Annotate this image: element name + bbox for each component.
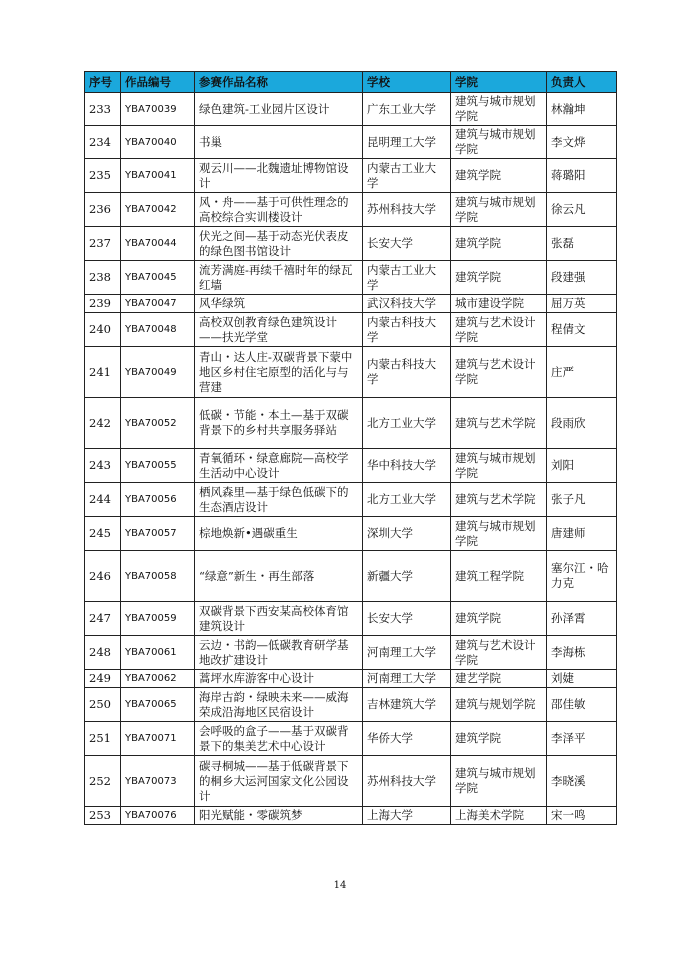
work-code-cell: YBA70044 [121,227,195,261]
row-number-cell: 248 [85,636,121,670]
work-code-cell: YBA70059 [121,602,195,636]
work-title-cell: 低碳・节能・本土—基于双碳背景下的乡村共享服务驿站 [195,398,363,449]
table-row [85,93,617,126]
leader-cell: 段雨欣 [547,398,617,449]
row-number-cell: 233 [85,93,121,126]
college-cell: 上海美术学院 [451,807,547,825]
work-title-cell: 双碳背景下西安某高校体育馆建筑设计 [195,602,363,636]
leader-cell: 孙泽霄 [547,602,617,636]
school-cell: 广东工业大学 [363,93,451,126]
table-row [85,722,617,756]
work-title-cell: 流芳满庭-再续千禧时年的绿瓦红墙 [195,261,363,295]
college-cell: 建筑与城市规划学院 [451,756,547,807]
results-table [84,71,617,825]
school-cell: 河南理工大学 [363,670,451,688]
school-cell: 内蒙古科技大学 [363,347,451,398]
header-cell-no: 序号 [85,72,121,93]
college-cell: 建筑与艺术设计学院 [451,313,547,347]
table-row [85,126,617,159]
row-number-cell: 235 [85,159,121,193]
table-row [85,517,617,551]
table-row [85,602,617,636]
table-row [85,756,617,807]
table-row [85,688,617,722]
work-code-cell: YBA70061 [121,636,195,670]
header-cell-leader: 负责人 [547,72,617,93]
college-cell: 建筑工程学院 [451,551,547,602]
header-cell-title: 参赛作品名称 [195,72,363,93]
table-row [85,313,617,347]
work-code-cell: YBA70056 [121,483,195,517]
school-cell: 长安大学 [363,602,451,636]
school-cell: 内蒙古科技大学 [363,313,451,347]
table-row [85,159,617,193]
leader-cell: 李海栋 [547,636,617,670]
row-number-cell: 246 [85,551,121,602]
table-row [85,551,617,602]
work-code-cell: YBA70065 [121,688,195,722]
school-cell: 昆明理工大学 [363,126,451,159]
school-cell: 苏州科技大学 [363,756,451,807]
work-title-cell: 棕地焕新•遇碳重生 [195,517,363,551]
leader-cell: 唐建师 [547,517,617,551]
table-row [85,227,617,261]
row-number-cell: 236 [85,193,121,227]
work-title-cell: 海岸古韵・绿映未来——威海荣成沿海地区民宿设计 [195,688,363,722]
row-number-cell: 243 [85,449,121,483]
row-number-cell: 242 [85,398,121,449]
work-title-cell: 云边・书韵—低碳教育研学基地改扩建设计 [195,636,363,670]
work-title-cell: 书巢 [195,126,363,159]
leader-cell: 庄严 [547,347,617,398]
college-cell: 建艺学院 [451,670,547,688]
school-cell: 北方工业大学 [363,398,451,449]
work-title-cell: 会呼吸的盒子——基于双碳背景下的集美艺术中心设计 [195,722,363,756]
leader-cell: 段建强 [547,261,617,295]
school-cell: 北方工业大学 [363,483,451,517]
work-code-cell: YBA70047 [121,295,195,313]
row-number-cell: 253 [85,807,121,825]
college-cell: 建筑与艺术学院 [451,398,547,449]
work-code-cell: YBA70052 [121,398,195,449]
college-cell: 建筑学院 [451,159,547,193]
school-cell: 内蒙古工业大学 [363,159,451,193]
row-number-cell: 237 [85,227,121,261]
college-cell: 建筑与艺术设计学院 [451,347,547,398]
row-number-cell: 245 [85,517,121,551]
work-code-cell: YBA70062 [121,670,195,688]
school-cell: 华中科技大学 [363,449,451,483]
work-title-cell: 伏光之间—基于动态光伏表皮的绿色图书馆设计 [195,227,363,261]
table-row [85,261,617,295]
row-number-cell: 250 [85,688,121,722]
leader-cell: 宋一鸣 [547,807,617,825]
row-number-cell: 234 [85,126,121,159]
school-cell: 上海大学 [363,807,451,825]
work-title-cell: 栖风森里—基于绿色低碳下的生态酒店设计 [195,483,363,517]
school-cell: 内蒙古工业大学 [363,261,451,295]
leader-cell: 刘婕 [547,670,617,688]
leader-cell: 邵佳敏 [547,688,617,722]
college-cell: 建筑与城市规划学院 [451,517,547,551]
row-number-cell: 238 [85,261,121,295]
table-row [85,807,617,825]
table-row [85,636,617,670]
work-title-cell: 碳寻桐城——基于低碳背景下的桐乡大运河国家文化公园设计 [195,756,363,807]
school-cell: 新疆大学 [363,551,451,602]
table-row [85,398,617,449]
leader-cell: 蒋璐阳 [547,159,617,193]
work-code-cell: YBA70076 [121,807,195,825]
work-title-cell: 观云川——北魏遗址博物馆设计 [195,159,363,193]
leader-cell: 李文烨 [547,126,617,159]
college-cell: 建筑与城市规划学院 [451,449,547,483]
college-cell: 建筑学院 [451,722,547,756]
leader-cell: 程倩文 [547,313,617,347]
college-cell: 建筑学院 [451,602,547,636]
college-cell: 建筑学院 [451,227,547,261]
table-row [85,347,617,398]
work-title-cell: 阳光赋能・零碳筑梦 [195,807,363,825]
work-title-cell: 蒿坪水库游客中心设计 [195,670,363,688]
leader-cell: 刘阳 [547,449,617,483]
row-number-cell: 240 [85,313,121,347]
work-title-cell: “绿意”新生・再生部落 [195,551,363,602]
college-cell: 建筑与艺术学院 [451,483,547,517]
header-cell-code: 作品编号 [121,72,195,93]
work-code-cell: YBA70049 [121,347,195,398]
school-cell: 河南理工大学 [363,636,451,670]
table-row [85,483,617,517]
college-cell: 建筑与城市规划学院 [451,93,547,126]
work-code-cell: YBA70048 [121,313,195,347]
work-code-cell: YBA70040 [121,126,195,159]
leader-cell: 张磊 [547,227,617,261]
work-code-cell: YBA70058 [121,551,195,602]
work-code-cell: YBA70055 [121,449,195,483]
leader-cell: 张子凡 [547,483,617,517]
school-cell: 长安大学 [363,227,451,261]
leader-cell: 屈万英 [547,295,617,313]
leader-cell: 林瀚坤 [547,93,617,126]
page-number: 14 [333,880,347,891]
school-cell: 深圳大学 [363,517,451,551]
work-title-cell: 绿色建筑-工业园片区设计 [195,93,363,126]
work-code-cell: YBA70073 [121,756,195,807]
school-cell: 吉林建筑大学 [363,688,451,722]
work-title-cell: 高校双创教育绿色建筑设计——扶光学堂 [195,313,363,347]
table-row [85,193,617,227]
work-code-cell: YBA70057 [121,517,195,551]
college-cell: 建筑与城市规划学院 [451,193,547,227]
row-number-cell: 249 [85,670,121,688]
table-row [85,295,617,313]
leader-cell: 李晓溪 [547,756,617,807]
college-cell: 建筑与艺术设计学院 [451,636,547,670]
table-row [85,670,617,688]
leader-cell: 李泽平 [547,722,617,756]
college-cell: 建筑与城市规划学院 [451,126,547,159]
table-row [85,449,617,483]
college-cell: 建筑与规划学院 [451,688,547,722]
header-cell-school: 学校 [363,72,451,93]
college-cell: 城市建设学院 [451,295,547,313]
school-cell: 武汉科技大学 [363,295,451,313]
row-number-cell: 251 [85,722,121,756]
row-number-cell: 241 [85,347,121,398]
header-cell-college: 学院 [451,72,547,93]
work-code-cell: YBA70041 [121,159,195,193]
row-number-cell: 244 [85,483,121,517]
work-code-cell: YBA70071 [121,722,195,756]
work-title-cell: 风华绿筑 [195,295,363,313]
row-number-cell: 252 [85,756,121,807]
work-code-cell: YBA70042 [121,193,195,227]
leader-cell: 徐云凡 [547,193,617,227]
school-cell: 华侨大学 [363,722,451,756]
work-title-cell: 青氧循环・绿意廊院—高校学生活动中心设计 [195,449,363,483]
work-code-cell: YBA70045 [121,261,195,295]
leader-cell: 塞尔江・哈力克 [547,551,617,602]
row-number-cell: 247 [85,602,121,636]
table-header-row [85,72,617,93]
college-cell: 建筑学院 [451,261,547,295]
row-number-cell: 239 [85,295,121,313]
work-title-cell: 风・舟——基于可供性理念的高校综合实训楼设计 [195,193,363,227]
work-title-cell: 青山・达人庄-双碳背景下蒙中地区乡村住宅原型的活化与与营建 [195,347,363,398]
school-cell: 苏州科技大学 [363,193,451,227]
work-code-cell: YBA70039 [121,93,195,126]
